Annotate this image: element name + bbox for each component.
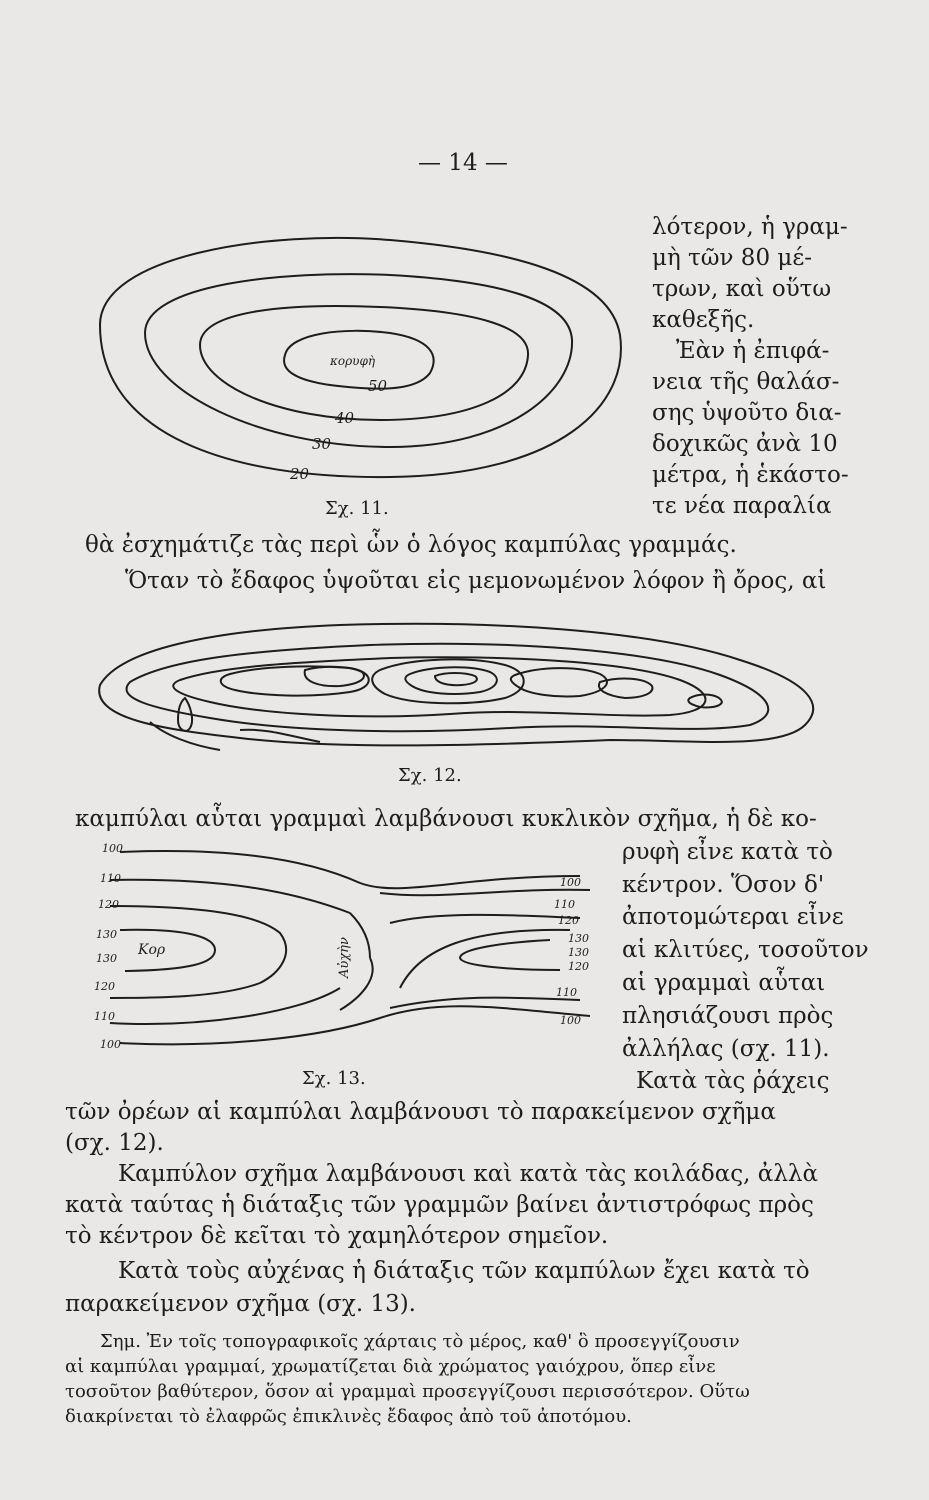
figure-11-contour-hill [90,215,640,515]
figure-13-saddle-contours [80,838,610,1058]
fig11-label-50: 50 [368,377,388,395]
right-col-line: μέτρα, ἡ ἑκάστο- [652,462,849,488]
fig13-label-left: 100 [102,842,123,855]
fig13-label-right: 120 [568,960,589,973]
right-col-line: ἀποτομώτεραι εἶνε [622,904,844,930]
fig11-caption: Σχ. 11. [325,498,389,519]
fig13-label-left: 130 [96,928,117,941]
footnote-line: διακρίνεται τὸ ἐλαφρῶς ἐπικλινὲς ἔδαφος ἀπὸ τοῦ ἀποτόμου. [65,1406,632,1427]
para3-line: Κατὰ τὰς ῥάχεις [636,1068,830,1094]
fig13-label-left: 110 [94,1010,115,1023]
right-col-line: μὴ τῶν 80 μέ- [652,245,813,271]
right-col-line: σης ὑψοῦτο δια- [652,400,842,426]
right-col-line: τε νέα παραλία [652,493,832,519]
fig13-label-right: 100 [560,876,581,889]
fig13-label-right: 120 [558,914,579,927]
right-col-line: καθεξῆς. [652,307,755,333]
right-col-line: πλησιάζουσι πρὸς [622,1003,834,1029]
fig13-label-left: 110 [100,872,121,885]
para2-line: καμπύλαι αὗται γραμμαὶ λαμβάνουσι κυκλικὸν σχῆμα, ἡ δὲ κο- [75,806,817,832]
right-col-line: κέντρον. Ὅσον δ' [622,872,825,898]
right-col-line: ἀλλήλας (σχ. 11). [622,1036,830,1062]
para5-line: Κατὰ τοὺς αὐχένας ἡ διάταξις τῶν καμπύλων ἔχει κατὰ τὸ [118,1258,810,1284]
fig13-label-right: 110 [554,898,575,911]
para4-line: κατὰ ταύτας ἡ διάταξις τῶν γραμμῶν βαίνει ἀντιστρόφως πρὸς [65,1192,814,1218]
para4-line: Καμπύλον σχῆμα λαμβάνουσι καὶ κατὰ τὰς κοιλάδας, ἀλλὰ [118,1161,819,1187]
right-col-line: λότερον, ἡ γραμ- [652,214,848,240]
fig11-label-20: 20 [290,465,310,483]
right-col-line: τρων, καὶ οὕτω [652,276,832,302]
fig13-label-right: 110 [556,986,577,999]
fig13-label-right: 130 [568,946,589,959]
fig13-caption: Σχ. 13. [302,1068,366,1089]
para3-line: τῶν ὀρέων αἱ καμπύλαι λαμβάνουσι τὸ παρακείμενον σχῆμα [65,1099,776,1125]
fig13-neck-label: Αὐχὴν [337,937,352,978]
fig13-label-right: 130 [568,932,589,945]
footnote-line: Σημ. Ἐν τοῖς τοπογραφικοῖς χάρταις τὸ μέρος, καθ' ὃ προσεγγίζουσιν [100,1331,740,1352]
fig11-label-peak: κορυφὴ [330,354,376,368]
fig11-label-40: 40 [335,409,355,427]
footnote-line: τοσοῦτον βαθύτερον, ὅσον αἱ γραμμαὶ προσεγγίζουσι περισσότερον. Οὕτω [65,1381,750,1402]
fig13-label-left: 120 [94,980,115,993]
fig11-label-30: 30 [312,435,332,453]
right-col-line: δοχικῶς ἀνὰ 10 [652,431,838,457]
fig13-label-right: 100 [560,1014,581,1027]
footnote-line: αἱ καμπύλαι γραμμαί, χρωματίζεται διὰ χρώματος γαιόχρου, ὅπερ εἶνε [65,1356,716,1377]
fig13-peak-label: Κορ [138,942,166,958]
para1-line: θὰ ἐσχημάτιζε τὰς περὶ ὧν ὁ λόγος καμπύλας γραμμάς. [85,532,737,558]
para5-line: παρακείμενον σχῆμα (σχ. 13). [65,1291,416,1317]
right-col-line: αἱ κλιτύες, τοσοῦτον [622,937,869,963]
figure-12-ridge-contours [90,610,830,760]
fig13-label-left: 120 [98,898,119,911]
fig12-caption: Σχ. 12. [398,765,462,786]
right-col-line: νεια τῆς θαλάσ- [652,369,840,395]
para1-line: Ὅταν τὸ ἔδαφος ὑψοῦται εἰς μεμονωμένον λόφον ἢ ὄρος, αἱ [125,568,827,594]
right-col-line: αἱ γραμμαὶ αὗται [622,970,826,996]
page-number: — 14 — [418,150,508,176]
para4-line: τὸ κέντρον δὲ κεῖται τὸ χαμηλότερον σημεῖον. [65,1223,609,1249]
para3-line: (σχ. 12). [65,1130,164,1156]
right-col-line: Ἐὰν ἡ ἐπιφά- [676,338,830,364]
fig13-label-left: 130 [96,952,117,965]
fig13-label-left: 100 [100,1038,121,1051]
right-col-line: ρυφὴ εἶνε κατὰ τὸ [622,839,833,865]
